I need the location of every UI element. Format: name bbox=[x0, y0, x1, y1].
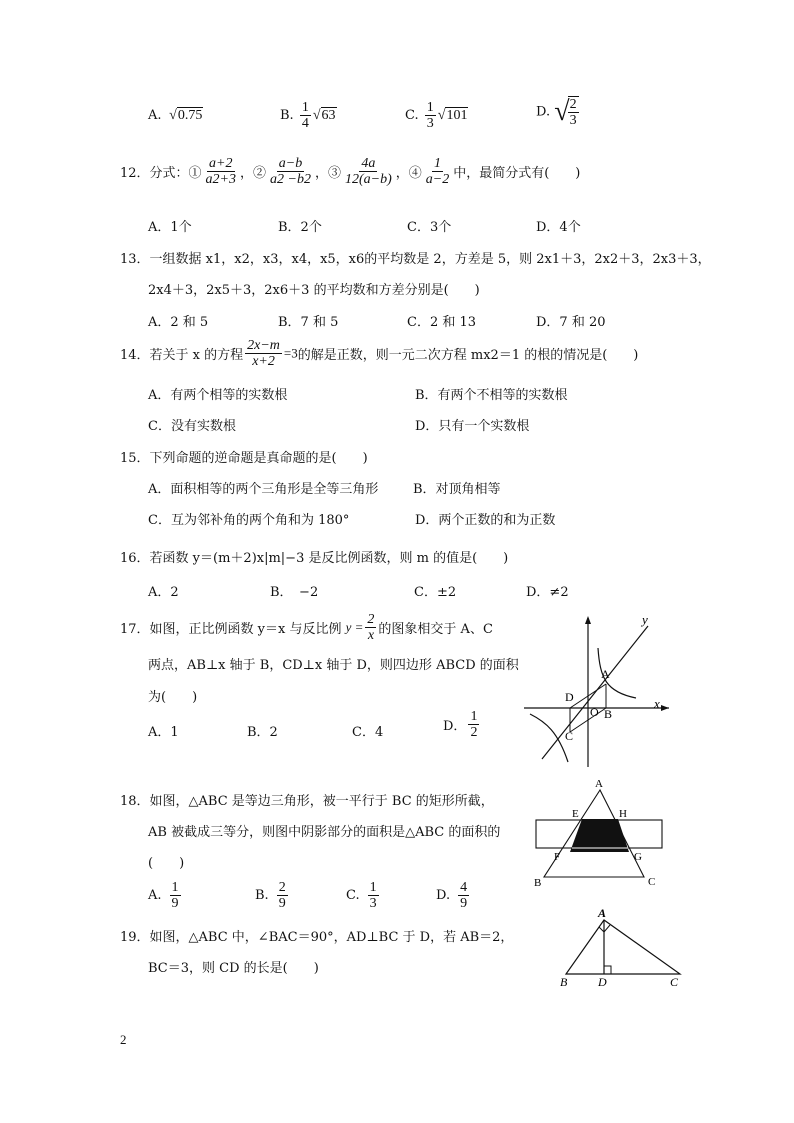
fraction: $\frac{4a}{12(a-b)}$ bbox=[344, 156, 392, 187]
q19-right-triangle-figure bbox=[556, 904, 690, 990]
fraction: $\frac{1}{3}$ bbox=[426, 100, 434, 131]
q18-stem-line1: 18．如图，△ABC 是等边三角形，被一平行于 BC 的矩形所截， bbox=[120, 794, 494, 809]
point-d-label: D bbox=[565, 690, 574, 704]
y-axis-arrow-icon bbox=[585, 616, 591, 624]
fraction: $\frac{a-b}{a2 -b2}$ bbox=[270, 156, 311, 187]
point-f-label: F bbox=[554, 851, 561, 863]
y-axis-label: y bbox=[642, 612, 648, 627]
q11-option-a: A. √0.75 bbox=[148, 108, 203, 123]
q12-option-c: C．3个 bbox=[407, 220, 452, 235]
x-axis-label: x bbox=[654, 696, 660, 711]
q13-stem-line2: 2x4＋3，2x5＋3，2x6＋3 的平均数和方差分别是( ) bbox=[148, 283, 480, 298]
point-h-label: H bbox=[619, 808, 627, 820]
q17-option-a: A．1 bbox=[148, 725, 179, 740]
fraction: $\frac{1}{9}$ bbox=[171, 880, 179, 911]
fraction: $\frac{1}{4}$ bbox=[301, 100, 309, 131]
q14-option-b: B．有两个不相等的实数根 bbox=[415, 388, 568, 403]
question-17: 17．如图，正比例函数 y＝x 与反比例 y = $\frac{2}{x}$ 的图象相交于 A、C bbox=[120, 612, 493, 643]
vertex-c-label: C bbox=[648, 876, 656, 888]
page-number: 2 bbox=[120, 1032, 127, 1047]
point-d-label: D bbox=[598, 975, 607, 989]
q16-option-b: B． −2 bbox=[270, 585, 319, 600]
q16-option-a: A．2 bbox=[148, 585, 179, 600]
question-12: 12．分式：① $\frac{a+2}{a2+3}$ ，② $\frac{a-b}{a2 -b2}$ ，③ $\frac{4a}{12(a-b)}$ ，④ $\frac{1}{a-2}$ 中，最简分式有( ) bbox=[120, 156, 581, 187]
q17-function-graph bbox=[524, 612, 674, 772]
q12-option-a: A．1个 bbox=[148, 220, 192, 235]
q14-option-a: A．有两个相等的实数根 bbox=[148, 388, 288, 403]
q15-option-b: B．对顶角相等 bbox=[413, 482, 501, 497]
q17-option-d: D． $\frac{1}{2}$ bbox=[443, 709, 478, 740]
q18-stem-line3: ( ) bbox=[148, 856, 185, 871]
q15-option-c: C．互为邻补角的两个角和为 180° bbox=[148, 513, 350, 528]
q15-stem: 15．下列命题的逆命题是真命题的是( ) bbox=[120, 451, 368, 466]
q17-option-c: C．4 bbox=[352, 725, 384, 740]
point-a-label: A bbox=[601, 667, 610, 681]
point-c-label: C bbox=[565, 729, 574, 743]
q19-stem-line1: 19．如图，△ABC 中，∠BAC＝90°，AD⊥BC 于 D，若 AB＝2， bbox=[120, 930, 514, 945]
q18-option-c: C. $\frac{1}{3}$ bbox=[346, 880, 377, 911]
vertex-a-label: A bbox=[595, 778, 603, 790]
q12-option-d: D．4个 bbox=[536, 220, 581, 235]
origin-label: O bbox=[590, 705, 599, 719]
question-14: 14．若关于 x 的方程 $\frac{2x-m}{x+2}$ =3的解是正数，则一元二次方程 mx2＝1 的根的情况是( ) bbox=[120, 338, 639, 369]
fraction: $\frac{4}{9}$ bbox=[460, 880, 468, 911]
x-axis-arrow-icon bbox=[661, 705, 669, 711]
q16-option-d: D．≠2 bbox=[526, 585, 569, 600]
q11-option-c: C. $\frac{1}{3}$ √101 bbox=[405, 100, 468, 131]
fraction: $\frac{1}{3}$ bbox=[369, 880, 377, 911]
q18-option-a: A. $\frac{1}{9}$ bbox=[148, 880, 179, 911]
q17-option-b: B．2 bbox=[247, 725, 278, 740]
q16-stem: 16．若函数 y＝(m＋2)x|m|−3 是反比例函数，则 m 的值是( ) bbox=[120, 551, 509, 566]
q17-stem-line2: 两点，AB⊥x 轴于 B，CD⊥x 轴于 D，则四边形 ABCD 的面积 bbox=[148, 658, 519, 673]
fraction: $\frac{2}{x}$ bbox=[367, 612, 375, 643]
right-angle-mark-d bbox=[604, 966, 611, 974]
q13-option-c: C．2 和 13 bbox=[407, 315, 477, 330]
q18-option-d: D. $\frac{4}{9}$ bbox=[436, 880, 468, 911]
q13-option-a: A．2 和 5 bbox=[148, 315, 209, 330]
q19-stem-line2: BC＝3，则 CD 的长是( ) bbox=[148, 961, 319, 976]
hyperbola-branch-left bbox=[530, 714, 568, 762]
q11-option-b: B. $\frac{1}{4}$ √63 bbox=[280, 100, 336, 131]
shaded-region bbox=[570, 819, 629, 852]
fraction: $\frac{1}{a-2}$ bbox=[425, 156, 450, 187]
q15-option-a: A．面积相等的两个三角形是全等三角形 bbox=[148, 482, 379, 497]
q15-option-d: D．两个正数的和为正数 bbox=[415, 513, 556, 528]
q13-option-d: D．7 和 20 bbox=[536, 315, 606, 330]
q14-option-c: C．没有实数根 bbox=[148, 419, 236, 434]
point-e-label: E bbox=[572, 808, 579, 820]
q16-option-c: C．±2 bbox=[414, 585, 457, 600]
vertex-c-label: C bbox=[670, 975, 679, 989]
q17-stem-line3: 为( ) bbox=[148, 690, 198, 705]
q13-option-b: B．7 和 5 bbox=[278, 315, 339, 330]
q11-option-d: D. √ $\frac{2}{3}$ bbox=[536, 96, 577, 128]
q18-triangle-rectangle-figure bbox=[530, 776, 670, 888]
q18-stem-line2: AB 被截成三等分，则图中阴影部分的面积是△ABC 的面积的 bbox=[148, 825, 501, 840]
fraction: $\frac{1}{2}$ bbox=[470, 709, 478, 740]
fraction: $\frac{a+2}{a2+3}$ bbox=[205, 156, 236, 187]
point-g-label: G bbox=[634, 851, 642, 863]
q18-option-b: B. $\frac{2}{9}$ bbox=[255, 880, 286, 911]
fraction: $\frac{2}{3}$ bbox=[569, 97, 577, 128]
point-b-label: B bbox=[604, 707, 613, 721]
fraction: $\frac{2x-m}{x+2}$ bbox=[247, 338, 280, 369]
vertex-b-label: B bbox=[560, 975, 568, 989]
triangle-abc bbox=[566, 920, 680, 974]
sqrt-expression: √0.75 bbox=[165, 108, 203, 123]
fraction: $\frac{2}{9}$ bbox=[278, 880, 286, 911]
q12-option-b: B．2个 bbox=[278, 220, 322, 235]
vertex-b-label: B bbox=[534, 877, 542, 888]
vertex-a-label: A bbox=[598, 906, 607, 920]
q13-stem-line1: 13．一组数据 x1，x2，x3，x4，x5，x6的平均数是 2，方差是 5，则 2x1＋3，2x2＋3，2x3＋3， bbox=[120, 252, 711, 267]
q14-option-d: D．只有一个实数根 bbox=[415, 419, 530, 434]
